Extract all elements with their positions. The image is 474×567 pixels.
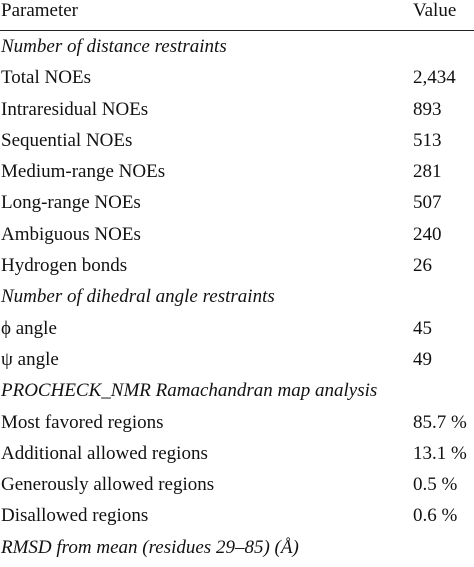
table-row: [0, 125, 474, 156]
parameter-cell: Total NOEs: [1, 67, 91, 89]
header-parameter: Parameter: [1, 0, 79, 21]
parameter-cell: Generously allowed regions: [1, 474, 215, 496]
section-heading: RMSD from mean (residues 29–85) (Å): [1, 536, 299, 558]
value-cell: 26: [413, 255, 432, 277]
table-body: [0, 31, 474, 563]
table-row: [0, 313, 474, 344]
value-cell: 281: [413, 161, 442, 183]
value-cell: 893: [413, 98, 442, 120]
parameter-cell: Medium-range NOEs: [1, 161, 166, 183]
table-row: [0, 94, 474, 125]
table-row: [0, 187, 474, 218]
value-cell: 2,434: [413, 67, 456, 89]
section-heading: Number of distance restraints: [1, 36, 227, 57]
section-heading-row: [0, 281, 474, 312]
table-row: [0, 344, 474, 375]
parameter-cell: Additional allowed regions: [1, 442, 208, 464]
value-cell: 0.5 %: [413, 474, 458, 496]
value-cell: 45: [413, 317, 432, 339]
value-cell: 507: [413, 192, 442, 214]
section-heading-row: [0, 532, 474, 563]
parameter-cell: ϕ angle: [1, 317, 57, 339]
parameter-cell: Intraresidual NOEs: [1, 98, 149, 120]
table-row: [0, 250, 474, 281]
table-header: [0, 0, 474, 31]
section-heading: Number of dihedral angle restraints: [1, 286, 275, 308]
parameter-cell: Sequential NOEs: [1, 129, 133, 151]
table-row: [0, 219, 474, 250]
table-row: [0, 438, 474, 469]
parameter-cell: Ambiguous NOEs: [1, 223, 141, 245]
table-row: [0, 500, 474, 531]
value-cell: 85.7 %: [413, 411, 467, 433]
parameter-cell: Disallowed regions: [1, 505, 149, 527]
value-cell: 0.6 %: [413, 505, 458, 527]
parameter-cell: Long-range NOEs: [1, 192, 141, 214]
table-row: [0, 407, 474, 438]
section-heading: PROCHECK_NMR Ramachandran map analysis: [1, 380, 378, 402]
parameter-cell: Hydrogen bonds: [1, 255, 128, 277]
table-row: [0, 156, 474, 187]
parameter-cell: Most favored regions: [1, 411, 164, 433]
table-row: [0, 62, 474, 93]
section-heading-row: [0, 375, 474, 406]
header-value: Value: [413, 0, 457, 21]
section-heading-row: [0, 31, 474, 62]
value-cell: 513: [413, 129, 442, 151]
value-cell: 13.1 %: [413, 442, 467, 464]
parameter-cell: ψ angle: [1, 348, 59, 370]
value-cell: 240: [413, 223, 442, 245]
table-row: [0, 469, 474, 500]
value-cell: 49: [413, 348, 432, 370]
